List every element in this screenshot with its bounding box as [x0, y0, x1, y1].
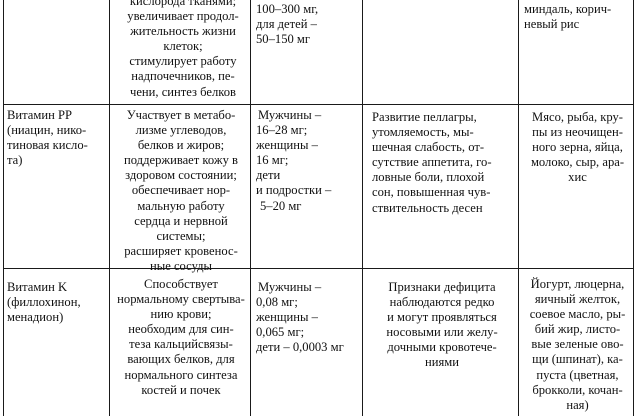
row-1-sources-cell — [523, 110, 632, 185]
row-2-sources-cell — [523, 277, 632, 413]
deficiency-line: шечная слабость, от- — [372, 140, 485, 155]
sources-line: пуста (цветная, — [536, 367, 619, 382]
norm-line: женщины – — [256, 310, 318, 325]
column-divider — [3, 0, 4, 416]
function-line: мальную работу — [137, 198, 225, 213]
deficiency-line: дочными кровотече- — [387, 340, 497, 355]
sources-line: бий жир, листо- — [534, 322, 621, 337]
function-line: стимулирует работу — [129, 54, 237, 69]
function-line: белков и жиров; — [137, 138, 225, 153]
sources-line: вые зеленые ово- — [531, 337, 624, 352]
norm-line: дети – 0,0003 мг — [256, 340, 344, 355]
column-divider — [518, 0, 519, 416]
function-line: нию крови; — [150, 307, 212, 322]
sources-line: миндаль, корич- — [524, 2, 612, 16]
function-line: надпочечников, пе- — [131, 69, 235, 84]
norm-line: 16–28 мг; — [256, 123, 308, 138]
function-line: клеток; — [163, 39, 203, 54]
deficiency-line: сон, повышенная чув- — [372, 185, 491, 200]
sources-line: молоко, сыр, ара- — [530, 155, 625, 170]
vitamin-name-line: (филлохинон, — [7, 295, 81, 310]
vitamin-name-line: менадион) — [7, 310, 64, 325]
norm-line: 0,065 мг; — [256, 325, 305, 340]
row-1-function-cell — [114, 108, 248, 274]
function-line: вающих белков, для — [127, 352, 235, 367]
function-line: жительность жизни — [130, 24, 236, 39]
deficiency-line: Признаки дефицита — [388, 280, 496, 294]
function-line: костей и почек — [141, 382, 221, 397]
function-line: лизме углеводов, — [135, 123, 227, 138]
norm-line: дети — [256, 168, 281, 183]
function-line: обеспечивает нор- — [131, 183, 231, 198]
deficiency-line: ствительность десен — [372, 200, 483, 215]
norm-line: Мужчины – — [258, 280, 322, 294]
column-divider — [250, 0, 251, 416]
column-divider — [109, 0, 110, 416]
norm-line: и подростки – — [256, 183, 332, 198]
norm-line: женщины – — [256, 138, 318, 153]
sources-line: пы из неочищен- — [532, 125, 623, 140]
row-2-function-cell — [114, 277, 248, 398]
row-0-norm-cell — [256, 2, 360, 47]
function-line: чени, синтез белков — [130, 84, 236, 99]
sources-line: яичный желток, — [534, 292, 621, 307]
vitamin-name-line: Витамин PP — [7, 108, 72, 122]
sources-line: брокколи, кочан- — [532, 382, 623, 397]
sources-line: Йогурт, люцерна, — [530, 277, 625, 291]
function-line: сердца и нервной — [134, 213, 228, 228]
deficiency-line: ниями — [425, 355, 459, 370]
sources-line: Мясо, рыба, кру- — [532, 110, 623, 124]
vitamin-name-line: тиновая кисло- — [7, 138, 88, 153]
row-divider — [3, 104, 634, 105]
row-2-name-cell — [7, 280, 107, 325]
sources-line: соевое масло, ры- — [529, 307, 626, 322]
function-line: системы; — [156, 228, 206, 243]
sources-line: хис — [568, 170, 587, 185]
norm-line: 16 мг; — [256, 153, 289, 168]
function-line: ные сосуды — [150, 258, 212, 273]
deficiency-line: наблюдаются редко — [389, 295, 495, 310]
function-line: увеличивает продол- — [127, 9, 239, 24]
sources-line: невый рис — [524, 17, 580, 32]
norm-line: 100–300 мг, — [256, 2, 319, 16]
row-0-function-cell — [118, 0, 248, 100]
sources-line: ная) — [566, 397, 589, 412]
deficiency-line: Развитие пеллагры, — [372, 110, 477, 124]
function-line: нормального синтеза — [124, 367, 238, 382]
vitamin-name-line: (ниацин, нико- — [7, 123, 87, 138]
sources-line: ного зерна, яйца, — [532, 140, 623, 155]
column-divider — [362, 0, 363, 416]
function-line: расширяет кровенос- — [124, 243, 238, 258]
row-2-deficiency-cell — [368, 280, 516, 371]
function-line: теза кальцийсвязы- — [129, 337, 233, 352]
function-line: кислорода тканями; — [129, 0, 237, 8]
sources-line: щи (шпинат), ка- — [532, 352, 623, 367]
function-line: поддерживает кожу в — [124, 153, 238, 168]
vitamin-name-line: та) — [7, 153, 23, 168]
norm-line: Мужчины – — [258, 108, 322, 122]
row-2-norm-cell — [256, 280, 360, 355]
row-1-norm-cell — [256, 108, 360, 214]
row-1-deficiency-cell — [372, 110, 516, 216]
vitamin-name-line: Витамин K — [7, 280, 68, 294]
norm-line: 0,08 мг; — [256, 295, 298, 310]
row-divider — [3, 268, 634, 269]
deficiency-line: носовыми или желу- — [386, 325, 498, 340]
function-line: Участвует в метабо- — [126, 108, 236, 122]
deficiency-line: утомляемость, мы- — [372, 125, 474, 140]
function-line: необходим для син- — [128, 322, 234, 337]
function-line: нормальному свертыва- — [117, 292, 245, 307]
function-line: Способствует — [144, 277, 218, 291]
row-1-name-cell — [7, 108, 107, 168]
norm-line: 5–20 мг — [260, 198, 302, 213]
deficiency-line: и могут проявляться — [387, 310, 497, 325]
deficiency-line: сутствие аппетита, го- — [372, 155, 492, 170]
norm-line: 50–150 мг — [256, 32, 311, 47]
norm-line: для детей – — [256, 17, 317, 32]
deficiency-line: ловные боли, плохой — [372, 170, 485, 185]
row-0-sources-cell — [524, 2, 632, 32]
function-line: здоровом состоянии; — [125, 168, 237, 183]
